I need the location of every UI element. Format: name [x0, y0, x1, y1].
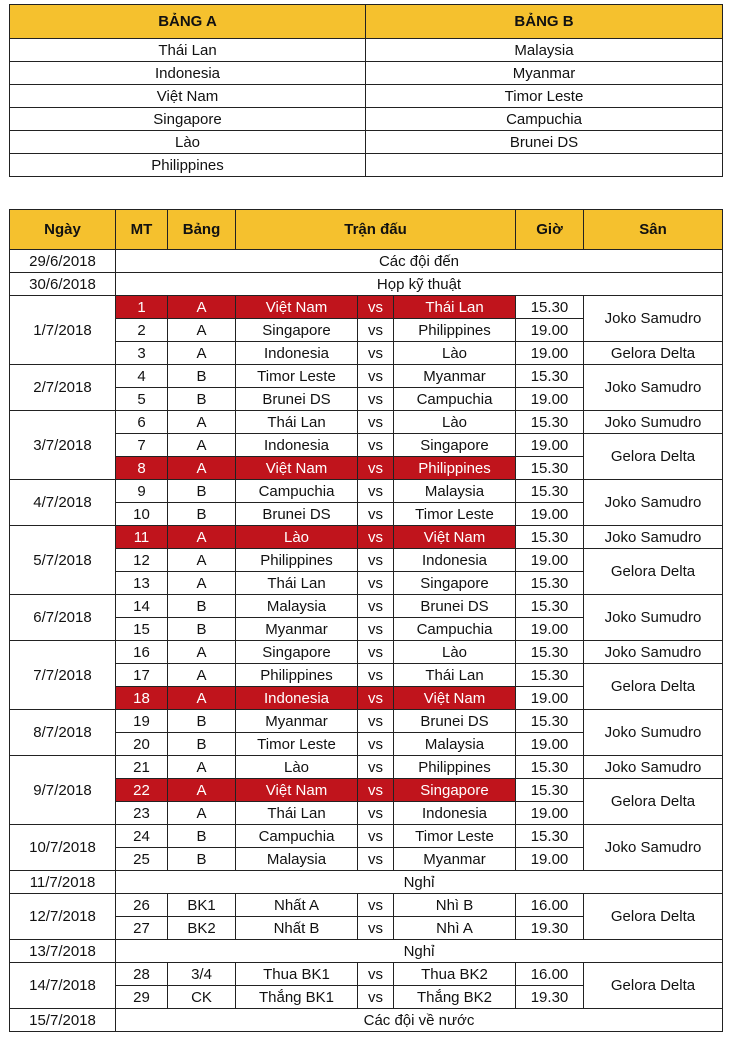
vs-label: vs: [358, 342, 394, 365]
venue-cell: Joko Samudro: [584, 756, 723, 779]
match-number: 10: [116, 503, 168, 526]
kickoff-time: 15.30: [516, 457, 584, 480]
kickoff-time: 19.00: [516, 549, 584, 572]
match-number: 23: [116, 802, 168, 825]
group-a-team: Indonesia: [10, 62, 366, 85]
day-note: Họp kỹ thuật: [116, 273, 723, 296]
match-group: A: [168, 572, 236, 595]
vs-label: vs: [358, 733, 394, 756]
match-row: [10, 342, 723, 365]
group-a-team: Lào: [10, 131, 366, 154]
kickoff-time: 19.30: [516, 986, 584, 1009]
kickoff-time: 19.00: [516, 618, 584, 641]
kickoff-time: 16.00: [516, 894, 584, 917]
away-team: Singapore: [394, 779, 516, 802]
kickoff-time: 15.30: [516, 710, 584, 733]
kickoff-time: 15.30: [516, 480, 584, 503]
date-cell: 11/7/2018: [10, 871, 116, 894]
kickoff-time: 19.00: [516, 388, 584, 411]
away-team: Philippines: [394, 457, 516, 480]
date-cell: 10/7/2018: [10, 825, 116, 871]
match-group: BK1: [168, 894, 236, 917]
venue-cell: Gelora Delta: [584, 549, 723, 595]
vs-label: vs: [358, 457, 394, 480]
match-number: 16: [116, 641, 168, 664]
home-team: Brunei DS: [236, 503, 358, 526]
away-team: Nhì A: [394, 917, 516, 940]
group-a-team: Thái Lan: [10, 39, 366, 62]
venue-cell: Joko Sumudro: [584, 595, 723, 641]
group-b-team: Brunei DS: [366, 131, 723, 154]
home-team: Việt Nam: [236, 779, 358, 802]
home-team: Philippines: [236, 549, 358, 572]
day-note-row: [10, 871, 723, 894]
match-group: A: [168, 411, 236, 434]
kickoff-time: 15.30: [516, 296, 584, 319]
match-group: B: [168, 595, 236, 618]
match-group: A: [168, 457, 236, 480]
venue-cell: Joko Samudro: [584, 365, 723, 411]
date-cell: 3/7/2018: [10, 411, 116, 480]
match-number: 5: [116, 388, 168, 411]
col-time-header: Giờ: [516, 210, 584, 250]
match-number: 27: [116, 917, 168, 940]
home-team: Lào: [236, 526, 358, 549]
match-number: 20: [116, 733, 168, 756]
date-cell: 5/7/2018: [10, 526, 116, 595]
match-number: 8: [116, 457, 168, 480]
vs-label: vs: [358, 365, 394, 388]
home-team: Timor Leste: [236, 733, 358, 756]
date-cell: 9/7/2018: [10, 756, 116, 825]
vs-label: vs: [358, 503, 394, 526]
home-team: Thái Lan: [236, 411, 358, 434]
col-venue-header: Sân: [584, 210, 723, 250]
match-row: [10, 549, 723, 572]
match-number: 6: [116, 411, 168, 434]
venue-cell: Joko Samudro: [584, 296, 723, 342]
match-group: B: [168, 733, 236, 756]
kickoff-time: 16.00: [516, 963, 584, 986]
home-team: Indonesia: [236, 687, 358, 710]
group-a-header: BẢNG A: [10, 5, 366, 39]
date-cell: 1/7/2018: [10, 296, 116, 365]
away-team: Thắng BK2: [394, 986, 516, 1009]
vs-label: vs: [358, 411, 394, 434]
match-row: [10, 664, 723, 687]
match-row: [10, 296, 723, 319]
match-group: A: [168, 549, 236, 572]
group-b-team: Campuchia: [366, 108, 723, 131]
match-group: 3/4: [168, 963, 236, 986]
home-team: Thái Lan: [236, 802, 358, 825]
group-a-team: Việt Nam: [10, 85, 366, 108]
match-number: 13: [116, 572, 168, 595]
match-row: [10, 365, 723, 388]
away-team: Việt Nam: [394, 526, 516, 549]
venue-cell: Joko Samudro: [584, 480, 723, 526]
match-group: A: [168, 802, 236, 825]
match-group: A: [168, 664, 236, 687]
match-group: A: [168, 641, 236, 664]
away-team: Philippines: [394, 319, 516, 342]
match-number: 15: [116, 618, 168, 641]
away-team: Thái Lan: [394, 296, 516, 319]
vs-label: vs: [358, 549, 394, 572]
match-number: 21: [116, 756, 168, 779]
home-team: Lào: [236, 756, 358, 779]
match-number: 19: [116, 710, 168, 733]
venue-cell: Gelora Delta: [584, 434, 723, 480]
vs-label: vs: [358, 963, 394, 986]
kickoff-time: 15.30: [516, 641, 584, 664]
date-cell: 6/7/2018: [10, 595, 116, 641]
home-team: Brunei DS: [236, 388, 358, 411]
kickoff-time: 19.00: [516, 342, 584, 365]
away-team: Myanmar: [394, 365, 516, 388]
match-row: [10, 825, 723, 848]
vs-label: vs: [358, 618, 394, 641]
match-number: 26: [116, 894, 168, 917]
kickoff-time: 19.00: [516, 434, 584, 457]
kickoff-time: 19.30: [516, 917, 584, 940]
match-row: [10, 411, 723, 434]
col-match-header: Trận đấu: [236, 210, 516, 250]
group-b-team: Timor Leste: [366, 85, 723, 108]
match-number: 1: [116, 296, 168, 319]
match-row: [10, 641, 723, 664]
home-team: Singapore: [236, 319, 358, 342]
groups-header-row: [10, 5, 723, 39]
match-number: 3: [116, 342, 168, 365]
date-cell: 4/7/2018: [10, 480, 116, 526]
vs-label: vs: [358, 526, 394, 549]
group-row: [10, 154, 723, 177]
vs-label: vs: [358, 388, 394, 411]
date-cell: 14/7/2018: [10, 963, 116, 1009]
home-team: Campuchia: [236, 480, 358, 503]
kickoff-time: 15.30: [516, 411, 584, 434]
day-note-row: [10, 1009, 723, 1032]
kickoff-time: 15.30: [516, 595, 584, 618]
home-team: Singapore: [236, 641, 358, 664]
match-number: 29: [116, 986, 168, 1009]
match-group: A: [168, 756, 236, 779]
group-a-team: Singapore: [10, 108, 366, 131]
home-team: Thắng BK1: [236, 986, 358, 1009]
kickoff-time: 15.30: [516, 756, 584, 779]
match-number: 25: [116, 848, 168, 871]
match-group: B: [168, 365, 236, 388]
date-cell: 2/7/2018: [10, 365, 116, 411]
home-team: Myanmar: [236, 710, 358, 733]
vs-label: vs: [358, 917, 394, 940]
home-team: Timor Leste: [236, 365, 358, 388]
away-team: Timor Leste: [394, 825, 516, 848]
day-note: Các đội về nước: [116, 1009, 723, 1032]
vs-label: vs: [358, 319, 394, 342]
date-cell: 30/6/2018: [10, 273, 116, 296]
day-note: Nghỉ: [116, 871, 723, 894]
schedule-table: [9, 209, 723, 1032]
kickoff-time: 15.30: [516, 526, 584, 549]
match-row: [10, 480, 723, 503]
home-team: Thái Lan: [236, 572, 358, 595]
match-row: [10, 894, 723, 917]
match-number: 24: [116, 825, 168, 848]
match-row: [10, 434, 723, 457]
match-row: [10, 779, 723, 802]
match-number: 28: [116, 963, 168, 986]
match-group: B: [168, 388, 236, 411]
match-group: A: [168, 779, 236, 802]
away-team: Malaysia: [394, 733, 516, 756]
home-team: Malaysia: [236, 595, 358, 618]
away-team: Lào: [394, 411, 516, 434]
away-team: Philippines: [394, 756, 516, 779]
venue-cell: Gelora Delta: [584, 779, 723, 825]
group-b-team: Myanmar: [366, 62, 723, 85]
kickoff-time: 19.00: [516, 733, 584, 756]
group-b-team: Malaysia: [366, 39, 723, 62]
vs-label: vs: [358, 825, 394, 848]
match-number: 14: [116, 595, 168, 618]
away-team: Malaysia: [394, 480, 516, 503]
day-note-row: [10, 273, 723, 296]
match-row: [10, 756, 723, 779]
kickoff-time: 15.30: [516, 825, 584, 848]
match-group: A: [168, 296, 236, 319]
home-team: Thua BK1: [236, 963, 358, 986]
vs-label: vs: [358, 710, 394, 733]
away-team: Việt Nam: [394, 687, 516, 710]
venue-cell: Gelora Delta: [584, 342, 723, 365]
match-row: [10, 710, 723, 733]
vs-label: vs: [358, 687, 394, 710]
home-team: Nhất B: [236, 917, 358, 940]
match-group: A: [168, 319, 236, 342]
group-a-team: Philippines: [10, 154, 366, 177]
group-b-team: [366, 154, 723, 177]
group-row: [10, 85, 723, 108]
kickoff-time: 15.30: [516, 664, 584, 687]
day-note-row: [10, 250, 723, 273]
vs-label: vs: [358, 894, 394, 917]
match-group: B: [168, 848, 236, 871]
venue-cell: Gelora Delta: [584, 963, 723, 1009]
groups-table: [9, 4, 723, 177]
kickoff-time: 15.30: [516, 779, 584, 802]
kickoff-time: 15.30: [516, 365, 584, 388]
vs-label: vs: [358, 480, 394, 503]
venue-cell: Joko Samudro: [584, 641, 723, 664]
match-number: 9: [116, 480, 168, 503]
away-team: Indonesia: [394, 802, 516, 825]
home-team: Campuchia: [236, 825, 358, 848]
match-group: CK: [168, 986, 236, 1009]
away-team: Campuchia: [394, 388, 516, 411]
kickoff-time: 19.00: [516, 319, 584, 342]
match-row: [10, 963, 723, 986]
away-team: Brunei DS: [394, 710, 516, 733]
date-cell: 8/7/2018: [10, 710, 116, 756]
venue-cell: Joko Sumudro: [584, 710, 723, 756]
match-group: BK2: [168, 917, 236, 940]
venue-cell: Joko Samudro: [584, 825, 723, 871]
home-team: Malaysia: [236, 848, 358, 871]
match-number: 7: [116, 434, 168, 457]
home-team: Myanmar: [236, 618, 358, 641]
match-group: B: [168, 503, 236, 526]
match-row: [10, 595, 723, 618]
match-number: 2: [116, 319, 168, 342]
away-team: Thái Lan: [394, 664, 516, 687]
match-group: B: [168, 480, 236, 503]
home-team: Indonesia: [236, 342, 358, 365]
away-team: Myanmar: [394, 848, 516, 871]
date-cell: 29/6/2018: [10, 250, 116, 273]
group-b-header: BẢNG B: [366, 5, 723, 39]
match-number: 11: [116, 526, 168, 549]
schedule-header-row: [10, 210, 723, 250]
venue-cell: Gelora Delta: [584, 664, 723, 710]
col-match-number-header: MT: [116, 210, 168, 250]
home-team: Philippines: [236, 664, 358, 687]
group-row: [10, 108, 723, 131]
day-note: Các đội đến: [116, 250, 723, 273]
match-group: B: [168, 618, 236, 641]
home-team: Việt Nam: [236, 296, 358, 319]
group-row: [10, 62, 723, 85]
venue-cell: Joko Samudro: [584, 526, 723, 549]
home-team: Việt Nam: [236, 457, 358, 480]
away-team: Campuchia: [394, 618, 516, 641]
group-row: [10, 131, 723, 154]
vs-label: vs: [358, 848, 394, 871]
match-number: 17: [116, 664, 168, 687]
home-team: Nhất A: [236, 894, 358, 917]
kickoff-time: 15.30: [516, 572, 584, 595]
away-team: Timor Leste: [394, 503, 516, 526]
away-team: Singapore: [394, 434, 516, 457]
vs-label: vs: [358, 595, 394, 618]
match-group: A: [168, 687, 236, 710]
match-number: 4: [116, 365, 168, 388]
match-group: A: [168, 342, 236, 365]
vs-label: vs: [358, 664, 394, 687]
vs-label: vs: [358, 802, 394, 825]
vs-label: vs: [358, 434, 394, 457]
away-team: Nhì B: [394, 894, 516, 917]
match-group: A: [168, 434, 236, 457]
kickoff-time: 19.00: [516, 802, 584, 825]
date-cell: 7/7/2018: [10, 641, 116, 710]
vs-label: vs: [358, 986, 394, 1009]
group-row: [10, 39, 723, 62]
away-team: Brunei DS: [394, 595, 516, 618]
date-cell: 13/7/2018: [10, 940, 116, 963]
kickoff-time: 19.00: [516, 848, 584, 871]
away-team: Lào: [394, 342, 516, 365]
day-note: Nghỉ: [116, 940, 723, 963]
col-date-header: Ngày: [10, 210, 116, 250]
kickoff-time: 19.00: [516, 687, 584, 710]
venue-cell: Joko Sumudro: [584, 411, 723, 434]
match-number: 22: [116, 779, 168, 802]
date-cell: 15/7/2018: [10, 1009, 116, 1032]
away-team: Indonesia: [394, 549, 516, 572]
match-number: 12: [116, 549, 168, 572]
away-team: Singapore: [394, 572, 516, 595]
match-group: B: [168, 710, 236, 733]
date-cell: 12/7/2018: [10, 894, 116, 940]
kickoff-time: 19.00: [516, 503, 584, 526]
day-note-row: [10, 940, 723, 963]
home-team: Indonesia: [236, 434, 358, 457]
vs-label: vs: [358, 641, 394, 664]
vs-label: vs: [358, 756, 394, 779]
venue-cell: Gelora Delta: [584, 894, 723, 940]
col-group-header: Bảng: [168, 210, 236, 250]
match-row: [10, 526, 723, 549]
away-team: Thua BK2: [394, 963, 516, 986]
vs-label: vs: [358, 572, 394, 595]
away-team: Lào: [394, 641, 516, 664]
match-group: A: [168, 526, 236, 549]
match-number: 18: [116, 687, 168, 710]
vs-label: vs: [358, 296, 394, 319]
match-group: B: [168, 825, 236, 848]
vs-label: vs: [358, 779, 394, 802]
